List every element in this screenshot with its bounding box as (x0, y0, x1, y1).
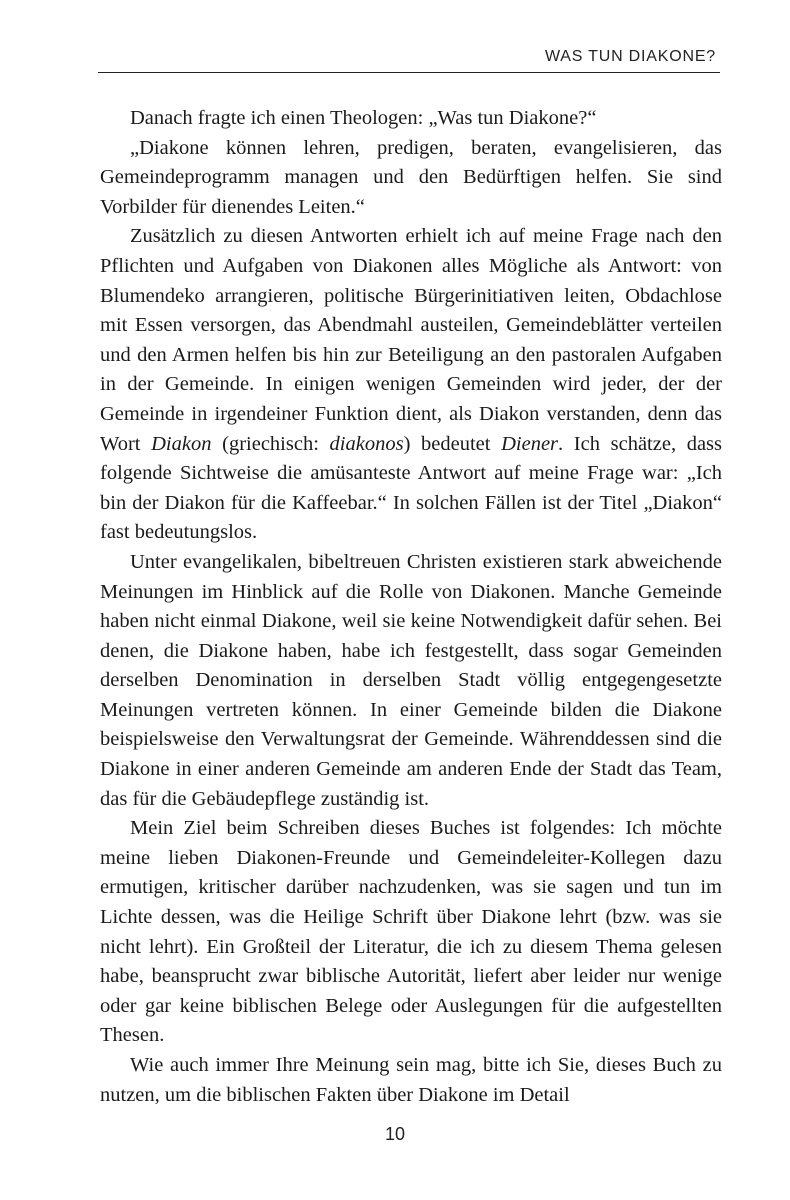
paragraph-opinions (100, 548, 722, 814)
paragraph-text: Unter evangelikalen, bibeltreuen Christen existieren stark abweichende Meinungen im Hinblick auf die Rolle von Diakonen. Manche Gemeinde haben nicht einmal Diakone, weil sie keine Notwendigkeit dafür sehen. Bei denen, die Diakone haben, habe ich festgestellt, dass sogar Gemeinden derselben Denomination in derselben Stadt völlig entgegengesetzte Meinungen vertreten können. In einer Gemeinde bilden die Diakone beispielsweise den Verwaltungsrat der Gemeinde. Währenddessen sind die Diakone in einer anderen Gemeinde am anderen Ende der Stadt das Team, das für die Gebäudepflege zuständig ist. (100, 550, 722, 810)
paragraph-text: „Diakone können lehren, predigen, beraten, evangelisieren, das Gemeindeprogramm managen und den Bedürftigen helfen. Sie sind Vorbilder für dienendes Leiten.“ (100, 136, 722, 218)
paragraph-text: ) bedeutet (403, 432, 502, 455)
paragraph-answer-quote (100, 134, 722, 223)
paragraph-request (100, 1051, 722, 1110)
paragraph-goal (100, 814, 722, 1051)
paragraph-text: Wie auch immer Ihre Meinung sein mag, bitte ich Sie, dieses Buch zu nutzen, um die biblischen Fakten über Diakone im Detail (100, 1054, 722, 1106)
paragraph-text: Zusätzlich zu diesen Antworten erhielt ich auf meine Frage nach den Pflichten und Aufgaben von Diakonen alles Mögliche als Antwort: von Blumendeko arrangieren, politische Bürgerinitiativen leiten, Obdachlose mit Essen versorgen, das Abendmahl austeilen, Gemeindeblätter verteilen und den Armen helfen bis hin zur Beteiligung an den pastoralen Aufgaben in der Gemeinde. In einigen wenigen Gemeinden wird jeder, der der Gemeinde in irgendeiner Funktion dient, als Diakon verstanden, denn das Wort (100, 225, 722, 455)
paragraph-text: Mein Ziel beim Schreiben dieses Buches ist folgendes: Ich möchte meine lieben Diakonen-Freunde und Gemeindeleiter-Kollegen dazu ermutigen, kritischer darüber nachzudenken, was sie sagen und tun im Lichte dessen, was die Heilige Schrift über Diakone lehrt (bzw. was sie nicht lehrt). Ein Großteil der Literatur, die ich zu diesem Thema gelesen habe, beansprucht zwar biblische Autorität, liefert aber leider nur wenige oder gar keine biblischen Belege oder Auslegungen für die aufgestellten Thesen. (100, 817, 722, 1047)
paragraph-duties (100, 222, 722, 548)
paragraph-text: (griechisch: (211, 432, 330, 455)
italic-term-diakon: Diakon (151, 432, 212, 455)
paragraph-text: . Ich schätze, dass folgende Sichtweise die amüsanteste Antwort auf meine Frage war: „Ich bin der Diakon für die Kaffeebar.“ In solchen Fällen ist der Titel „Diakon“ fast bedeutungslos. (100, 432, 723, 544)
main-text (100, 104, 722, 1110)
italic-term-diakonos: diakonos (329, 432, 404, 455)
running-header-title: WAS TUN DIAKONE? (544, 48, 716, 65)
paragraph-text: Danach fragte ich einen Theologen: „Was tun Diakone?“ (130, 107, 597, 129)
running-header (98, 48, 720, 73)
italic-term-diener: Diener (501, 432, 559, 455)
paragraph-question (100, 104, 722, 134)
page-number: 10 (384, 1124, 406, 1144)
